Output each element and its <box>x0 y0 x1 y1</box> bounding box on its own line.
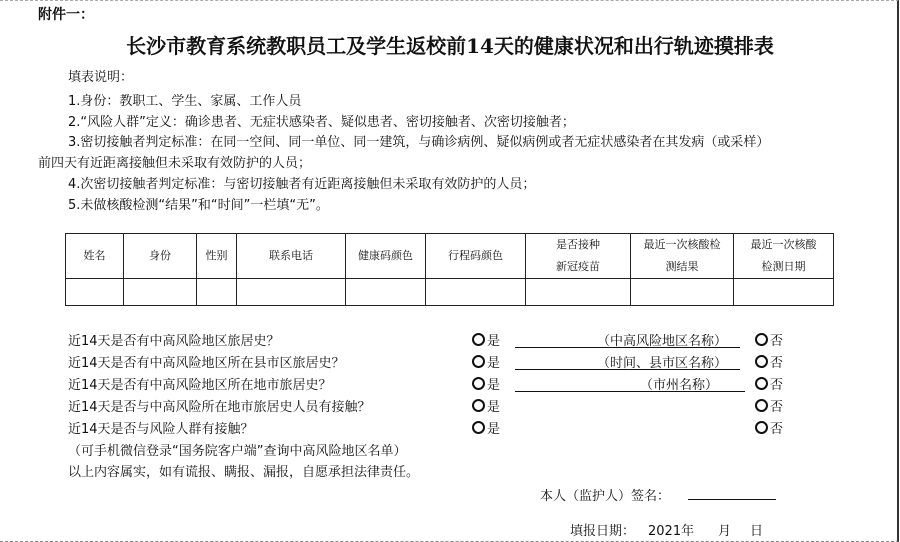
yes-label: 是 <box>487 334 501 349</box>
radio-no-icon[interactable] <box>755 355 768 368</box>
question-3-text: 近14天是否有中高风险地区所在地市旅居史？ <box>68 378 332 393</box>
signature-label: 本人（监护人）签名： <box>540 489 671 504</box>
question-3-no[interactable] <box>755 374 783 393</box>
radio-yes-icon[interactable] <box>472 333 485 346</box>
radio-yes-icon[interactable] <box>472 399 485 412</box>
table-header-row <box>66 234 834 279</box>
query-note: （可手机微信登录“国务院客户端”查询中高风险地区名单） <box>68 444 407 459</box>
annex-label: 附件一： <box>38 7 94 23</box>
question-1-text: 近14天是否有中高风险地区旅居史？ <box>68 334 280 349</box>
cell-phone[interactable] <box>237 279 346 306</box>
notes-heading: 填表说明： <box>68 70 134 85</box>
table-row[interactable] <box>66 279 834 306</box>
question-4-yes[interactable] <box>472 396 500 415</box>
yes-label: 是 <box>487 400 501 415</box>
header-name: 姓名 <box>66 234 124 279</box>
question-5-no[interactable] <box>755 418 783 437</box>
no-label: 否 <box>770 334 784 349</box>
question-2-blank-hint: （时间、县市区名称） <box>597 356 728 371</box>
question-1-blank-hint: （中高风险地区名称） <box>597 334 728 349</box>
radio-yes-icon[interactable] <box>472 421 485 434</box>
yes-label: 是 <box>487 378 501 393</box>
note-item-3: 3.密切接触者判定标准：在同一空间、同一单位、同一建筑，与确诊病例、疑似病例或者无症状感染者在其发病（或采样） <box>68 135 770 150</box>
radio-yes-icon[interactable] <box>472 355 485 368</box>
header-vaccinated: 是否接种 新冠疫苗 <box>526 234 631 279</box>
no-label: 否 <box>770 400 784 415</box>
info-table <box>65 233 834 306</box>
question-3-blank-hint: （市州名称） <box>640 378 719 393</box>
question-2-yes[interactable] <box>472 352 500 371</box>
cell-name[interactable] <box>66 279 124 306</box>
question-2-text: 近14天是否有中高风险地区所在县市区旅居史？ <box>68 356 345 371</box>
no-label: 否 <box>770 378 784 393</box>
radio-no-icon[interactable] <box>755 421 768 434</box>
radio-no-icon[interactable] <box>755 333 768 346</box>
yes-label: 是 <box>487 356 501 371</box>
cell-identity[interactable] <box>124 279 197 306</box>
question-1-yes[interactable] <box>472 330 500 349</box>
header-identity: 身份 <box>124 234 197 279</box>
header-trip-code: 行程码颜色 <box>426 234 526 279</box>
date-day[interactable]: 日 <box>750 524 764 539</box>
question-4-text: 近14天是否与中高风险所在地市旅居史人员有接触？ <box>68 400 371 415</box>
date-year[interactable]: 2021年 <box>648 524 695 539</box>
cell-health-code[interactable] <box>346 279 426 306</box>
no-label: 否 <box>770 422 784 437</box>
radio-no-icon[interactable] <box>755 377 768 390</box>
question-5-text: 近14天是否与风险人群有接触？ <box>68 422 254 437</box>
header-test-date: 最近一次核酸 检测日期 <box>734 234 834 279</box>
date-month[interactable]: 月 <box>718 524 732 539</box>
cell-test-result[interactable] <box>631 279 734 306</box>
radio-no-icon[interactable] <box>755 399 768 412</box>
header-phone: 联系电话 <box>237 234 346 279</box>
note-item-3-cont: 前四天有近距离接触但未采取有效防护的人员； <box>38 156 312 171</box>
header-health-code: 健康码颜色 <box>346 234 426 279</box>
cell-trip-code[interactable] <box>426 279 526 306</box>
signature-line[interactable] <box>688 499 776 500</box>
radio-yes-icon[interactable] <box>472 377 485 390</box>
cell-gender[interactable] <box>197 279 237 306</box>
note-item-4: 4.次密切接触者判定标准：与密切接触者有近距离接触但未采取有效防护的人员； <box>68 177 536 192</box>
yes-label: 是 <box>487 422 501 437</box>
note-item-1: 1.身份：教职工、学生、家属、工作人员 <box>68 94 302 109</box>
note-item-5: 5.未做核酸检测“结果”和“时间”一栏填“无”。 <box>68 198 329 213</box>
no-label: 否 <box>770 356 784 371</box>
pledge-text: 以上内容属实，如有谎报、瞒报、漏报，自愿承担法律责任。 <box>68 465 420 480</box>
page-title: 长沙市教育系统教职员工及学生返校前14天的健康状况和出行轨迹摸排表 <box>126 34 774 58</box>
date-label: 填报日期： <box>570 524 636 539</box>
question-1-no[interactable] <box>755 330 783 349</box>
cell-test-date[interactable] <box>734 279 834 306</box>
question-2-no[interactable] <box>755 352 783 371</box>
cell-vaccinated[interactable] <box>526 279 631 306</box>
question-4-no[interactable] <box>755 396 783 415</box>
question-5-yes[interactable] <box>472 418 500 437</box>
header-test-result: 最近一次核酸检 测结果 <box>631 234 734 279</box>
note-item-2: 2.“风险人群”定义：确诊患者、无症状感染者、疑似患者、密切接触者、次密切接触者； <box>68 115 575 130</box>
header-gender: 性别 <box>197 234 237 279</box>
question-3-yes[interactable] <box>472 374 500 393</box>
